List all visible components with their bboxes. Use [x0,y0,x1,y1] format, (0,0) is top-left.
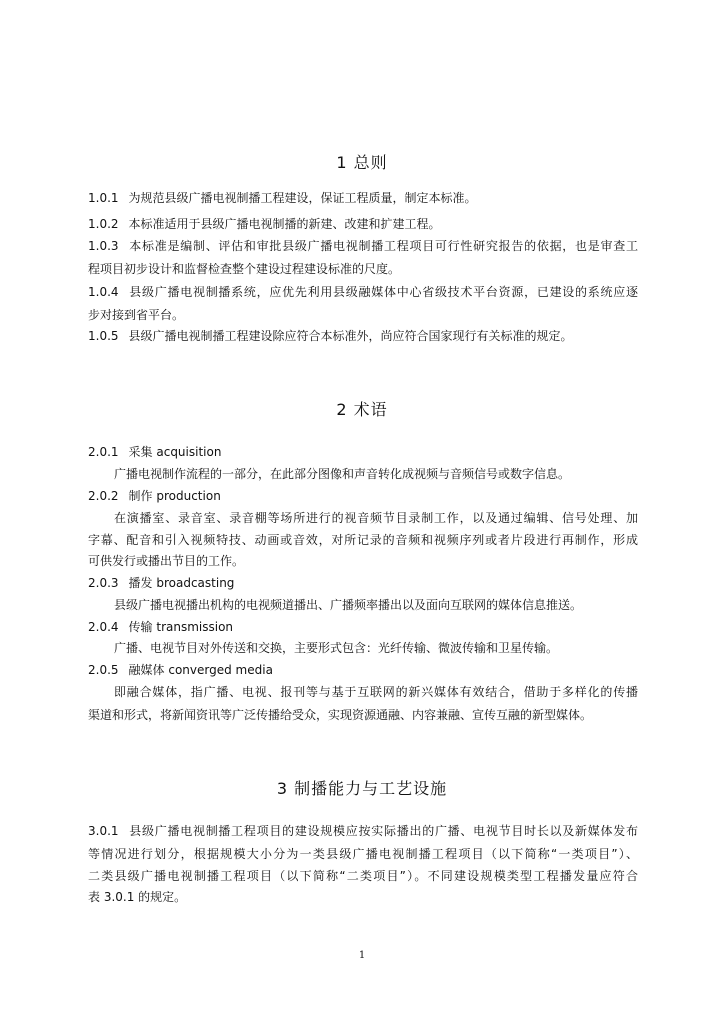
clause-text-continued: 等情况进行划分，根据规模大小分为一类县级广播电视制播工程项目（以下简称“一类项目”）、 [88,847,638,861]
section-1-heading: 1 总则 [336,153,388,172]
clause-1-0-2 [88,216,638,232]
term-2-0-4 [88,619,638,635]
clause-text: 县级广播电视制播工程项目的建设规模应按实际播出的广播、电视节目时长以及新媒体发布 [128,824,638,838]
term-number: 2.0.4 [88,620,119,634]
term-name: 融媒体 converged media [128,663,273,677]
term-definition-continued: 字幕、配音和引入视频特技、动画或音效，对所记录的音频和视频序列或者片段进行再制作，形成 [88,533,638,547]
clause-1-0-1 [88,190,638,206]
term-definition-continued: 渠道和形式，将新闻资讯等广泛传播给受众，实现资源通融、内容兼融、宣传互融的新型媒体。 [88,708,593,722]
term-2-0-3 [88,575,638,591]
section-2-heading: 2 术语 [336,400,388,419]
term-definition: 广播电视制作流程的一部分，在此部分图像和声音转化成视频与音频信号或数字信息。 [114,467,571,481]
term-definition-continued: 可供发行或播出节目的工作。 [88,554,245,568]
clause-number: 1.0.1 [88,191,119,205]
term-definition: 在演播室、录音室、录音棚等场所进行的视音频节目录制工作，以及通过编辑、信号处理、加 [114,511,638,525]
term-name: 传输 transmission [128,620,234,634]
term-2-0-1 [88,444,638,460]
clause-text-continued: 表 3.0.1 的规定。 [88,890,187,904]
clause-number: 1.0.2 [88,217,119,231]
term-definition: 即融合媒体，指广播、电视、报刊等与基于互联网的新兴媒体有效结合，借助于多样化的传播 [114,685,638,699]
clause-text: 本标准是编制、评估和审批县级广播电视制播工程项目可行性研究报告的依据，也是审查工 [128,239,638,253]
page-number: 1 [358,950,366,961]
term-2-0-5 [88,662,638,678]
clause-1-0-5 [88,328,638,344]
term-definition: 县级广播电视播出机构的电视频道播出、广播频率播出以及面向互联网的媒体信息推送。 [114,598,583,612]
clause-3-0-1 [88,823,638,839]
clause-text-continued: 程项目初步设计和监督检查整个建设过程建设标准的尺度。 [88,262,401,276]
clause-number: 3.0.1 [88,824,119,838]
clause-text: 为规范县级广播电视制播工程建设，保证工程质量，制定本标准。 [128,191,477,205]
term-name: 采集 acquisition [128,445,222,459]
clause-text-continued: 二类县级广播电视制播工程项目（以下简称“二类项目”）。不同建设规模类型工程播发量应符合 [88,869,638,883]
term-2-0-2 [88,488,638,504]
clause-number: 1.0.4 [88,285,119,299]
clause-text: 县级广播电视制播工程建设除应符合本标准外，尚应符合国家现行有关标准的规定。 [128,329,573,343]
clause-number: 1.0.5 [88,329,119,343]
term-number: 2.0.2 [88,489,119,503]
term-number: 2.0.3 [88,576,119,590]
clause-number: 1.0.3 [88,239,119,253]
term-number: 2.0.1 [88,445,119,459]
term-definition: 广播、电视节目对外传送和交换，主要形式包含：光纤传输、微波传输和卫星传输。 [114,641,559,655]
section-3-heading: 3 制播能力与工艺设施 [276,779,448,798]
clause-text: 县级广播电视制播系统，应优先利用县级融媒体中心省级技术平台资源，已建设的系统应逐 [128,285,638,299]
term-name: 制作 production [128,489,221,503]
term-number: 2.0.5 [88,663,119,677]
clause-text-continued: 步对接到省平台。 [88,308,185,322]
clause-1-0-4 [88,284,638,300]
clause-1-0-3 [88,238,638,254]
clause-text: 本标准适用于县级广播电视制播的新建、改建和扩建工程。 [128,217,441,231]
term-name: 播发 broadcasting [128,576,235,590]
